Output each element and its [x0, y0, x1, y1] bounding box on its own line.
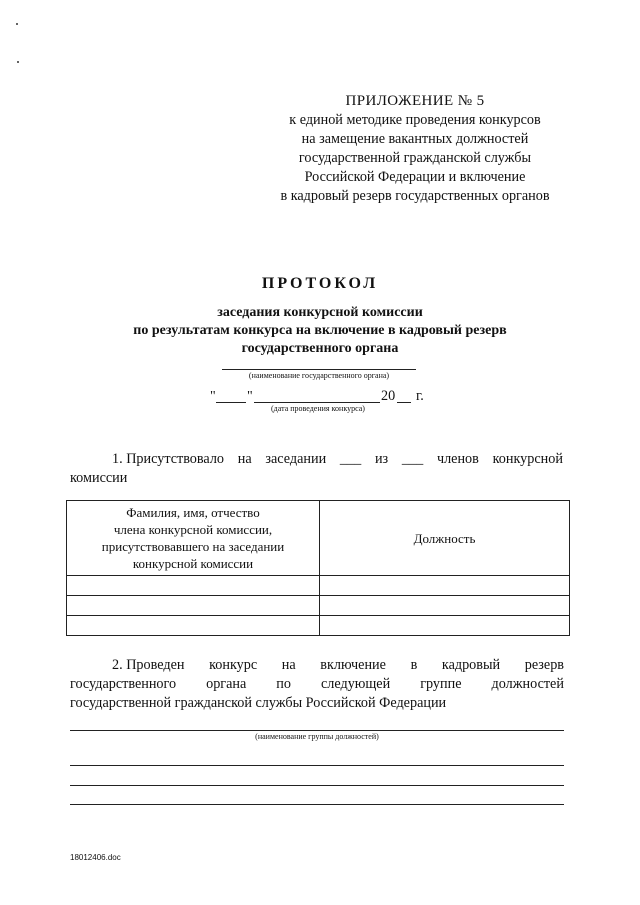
- section-2-word: на: [281, 657, 296, 673]
- protocol-title: ПРОТОКОЛ: [261, 275, 379, 292]
- section-2-word: 2. Проведен: [112, 657, 185, 673]
- appendix-line: государственной гражданской службы: [298, 150, 532, 166]
- blank-line: [70, 765, 564, 766]
- appendix-line: на замещение вакантных должностей: [301, 131, 529, 147]
- section-1-blank: ___: [339, 451, 362, 467]
- section-2-line-2: [70, 675, 564, 694]
- section-1-word: 1. Присутствовало: [112, 451, 224, 467]
- date-quote-close: ": [247, 389, 253, 404]
- table-header-name-line: члена конкурсной комиссии,: [113, 522, 273, 537]
- section-2-word: группе: [420, 676, 462, 692]
- protocol-subtitle-line: по результатам конкурса на включение в кадровый резерв: [133, 323, 507, 338]
- table-cell: [320, 576, 570, 596]
- section-2-word: кадровый: [441, 657, 501, 673]
- section-2-word: следующей: [320, 676, 391, 692]
- section-2-word: должностей: [491, 676, 564, 692]
- protocol-subtitle: [0, 304, 640, 358]
- section-2-word: включение: [320, 657, 386, 673]
- org-name-caption: (наименование государственного органа): [248, 371, 390, 380]
- section-2-word: по: [276, 676, 291, 692]
- org-name-line: [222, 369, 416, 370]
- blank-line: [70, 785, 564, 786]
- table-header-name: [67, 501, 320, 576]
- date-month-line: [254, 402, 380, 403]
- section-2-line-1: [70, 656, 564, 675]
- scan-speck: [17, 61, 19, 63]
- date-caption: (дата проведения конкурса): [271, 404, 365, 413]
- date-day-line: [216, 402, 246, 403]
- date-year-suffix: г.: [416, 388, 424, 404]
- table-header-row: [67, 501, 570, 576]
- appendix-title: ПРИЛОЖЕНИЕ № 5: [345, 93, 485, 109]
- table-row: [67, 576, 570, 596]
- table-cell: [320, 616, 570, 636]
- table-row: [67, 596, 570, 616]
- table-cell: [67, 616, 320, 636]
- section-2: [70, 656, 564, 713]
- protocol-subtitle-line: заседания конкурсной комиссии: [217, 305, 423, 320]
- section-2-word: резерв: [524, 657, 564, 673]
- table-header-name-line: присутствовавшего на заседании: [101, 539, 285, 554]
- section-1-word: заседании: [265, 451, 327, 467]
- date-year: 20: [381, 388, 396, 404]
- section-2-word: конкурс: [209, 657, 258, 673]
- protocol-subtitle-line: государственного органа: [241, 341, 399, 356]
- table-header-position: Должность: [320, 501, 570, 576]
- appendix-line: Российской Федерации и включение: [304, 169, 526, 185]
- section-1-line-2: комиссии: [70, 470, 128, 486]
- file-name: 18012406.doc: [70, 853, 121, 862]
- position-group-caption: (наименование группы должностей): [255, 732, 379, 741]
- table-header-name-line: Фамилия, имя, отчество: [126, 505, 260, 520]
- section-1-word: членов: [436, 451, 479, 467]
- scan-speck: [16, 23, 18, 25]
- section-2-line-3: государственной гражданской службы Российской Федерации: [70, 695, 447, 711]
- members-table: [66, 500, 570, 636]
- section-1-word: конкурсной: [492, 451, 563, 467]
- table-header-name-line: конкурсной комиссии: [132, 556, 254, 571]
- section-1: [70, 450, 563, 488]
- section-2-word: в: [410, 657, 418, 673]
- blank-line: [70, 804, 564, 805]
- table-cell: [67, 576, 320, 596]
- date-quote-open: ": [210, 389, 216, 404]
- appendix-header: [250, 92, 580, 206]
- table-row: [67, 616, 570, 636]
- section-1-line-1: [70, 450, 563, 469]
- section-1-blank: ___: [401, 451, 424, 467]
- date-year-line: [397, 402, 411, 403]
- section-1-word: из: [374, 451, 389, 467]
- section-2-word: государственного: [70, 676, 177, 692]
- position-group-line: [70, 730, 564, 731]
- section-2-word: органа: [206, 676, 247, 692]
- section-1-word: на: [237, 451, 252, 467]
- appendix-line: к единой методике проведения конкурсов: [289, 112, 541, 128]
- table-cell: [67, 596, 320, 616]
- appendix-line: в кадровый резерв государственных органов: [280, 188, 550, 204]
- table-cell: [320, 596, 570, 616]
